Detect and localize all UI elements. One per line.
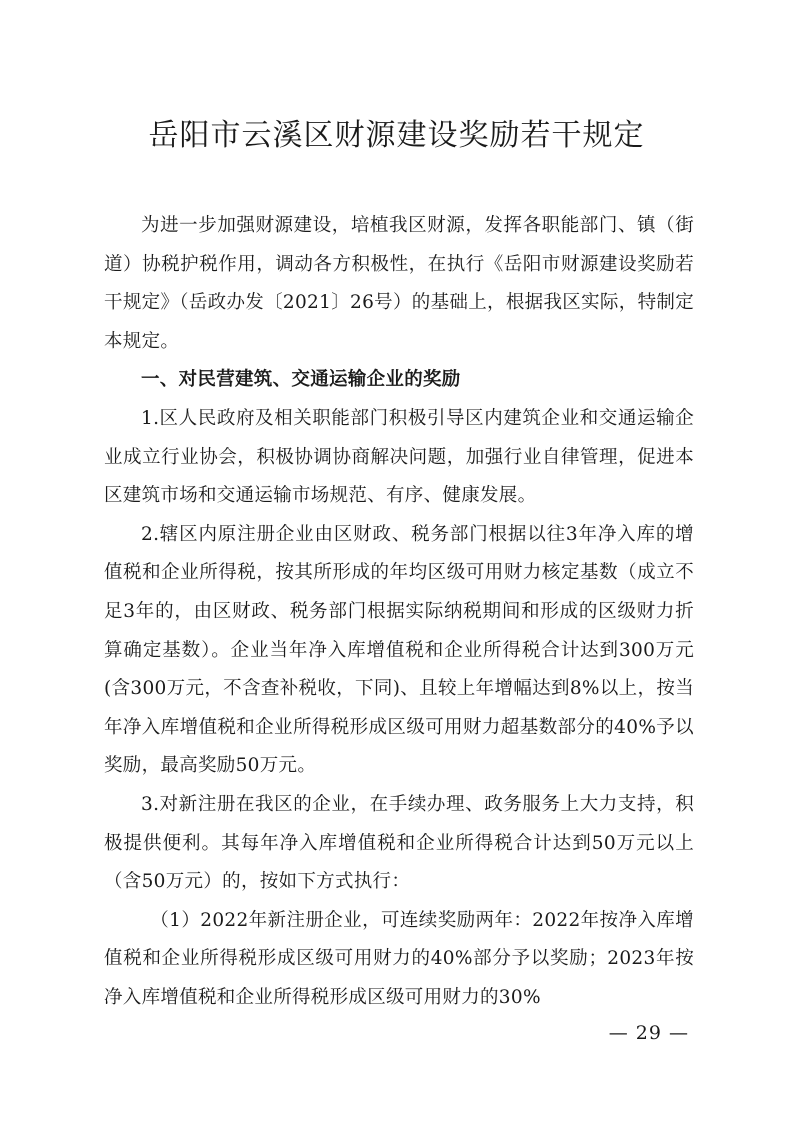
clause-paragraph-1: 1.区人民政府及相关职能部门积极引导区内建筑企业和交通运输企业成立行业协会，积极协调协商解决问题，加强行业自律管理，促进本区建筑市场和交通运输市场规范、有序、健康发展。 [104,407,694,507]
document-title: 岳阳市云溪区财源建设奖励若干规定 [148,118,645,153]
sub-clause-paragraph-1: （1）2022年新注册企业，可连续奖励两年：2022年按净入库增值税和企业所得税形成区级可用财力的40%部分予以奖励；2023年按净入库增值税和企业所得税形成区级可用财力的30% [104,909,694,1008]
page-number: — 29 — [608,1022,689,1044]
section-heading: 一、对民营建筑、交通运输企业的奖励 [141,369,461,391]
clause-paragraph-3: 3.对新注册在我区的企业，在手续办理、政务服务上大力支持，积极提供便利。其每年净入库增值税和企业所得税合计达到50万元以上（含50万元）的，按如下方式执行： [104,793,694,893]
document-body [104,207,694,1017]
clause-paragraph-2: 2.辖区内原注册企业由区财政、税务部门根据以往3年净入库的增值税和企业所得税，按其所形成的年均区级可用财力核定基数（成立不足3年的，由区财政、税务部门根据实际纳税期间和形成的区级财力折算确定基数）。企业当年净入库增值税和企业所得税合计达到300万元(含300万元，不含查补税收，下同)、且较上年增幅达到8%以上，按当年净入库增值税和企业所得税形成区级可用财力超基数部分的40%予以奖励，最高奖励50万元。 [104,523,694,777]
intro-paragraph: 为进一步加强财源建设，培植我区财源，发挥各职能部门、镇（街道）协税护税作用，调动各方积极性，在执行《岳阳市财源建设奖励若干规定》（岳政办发〔2021〕26号）的基础上，根据我区实际，特制定本规定。 [104,215,694,352]
